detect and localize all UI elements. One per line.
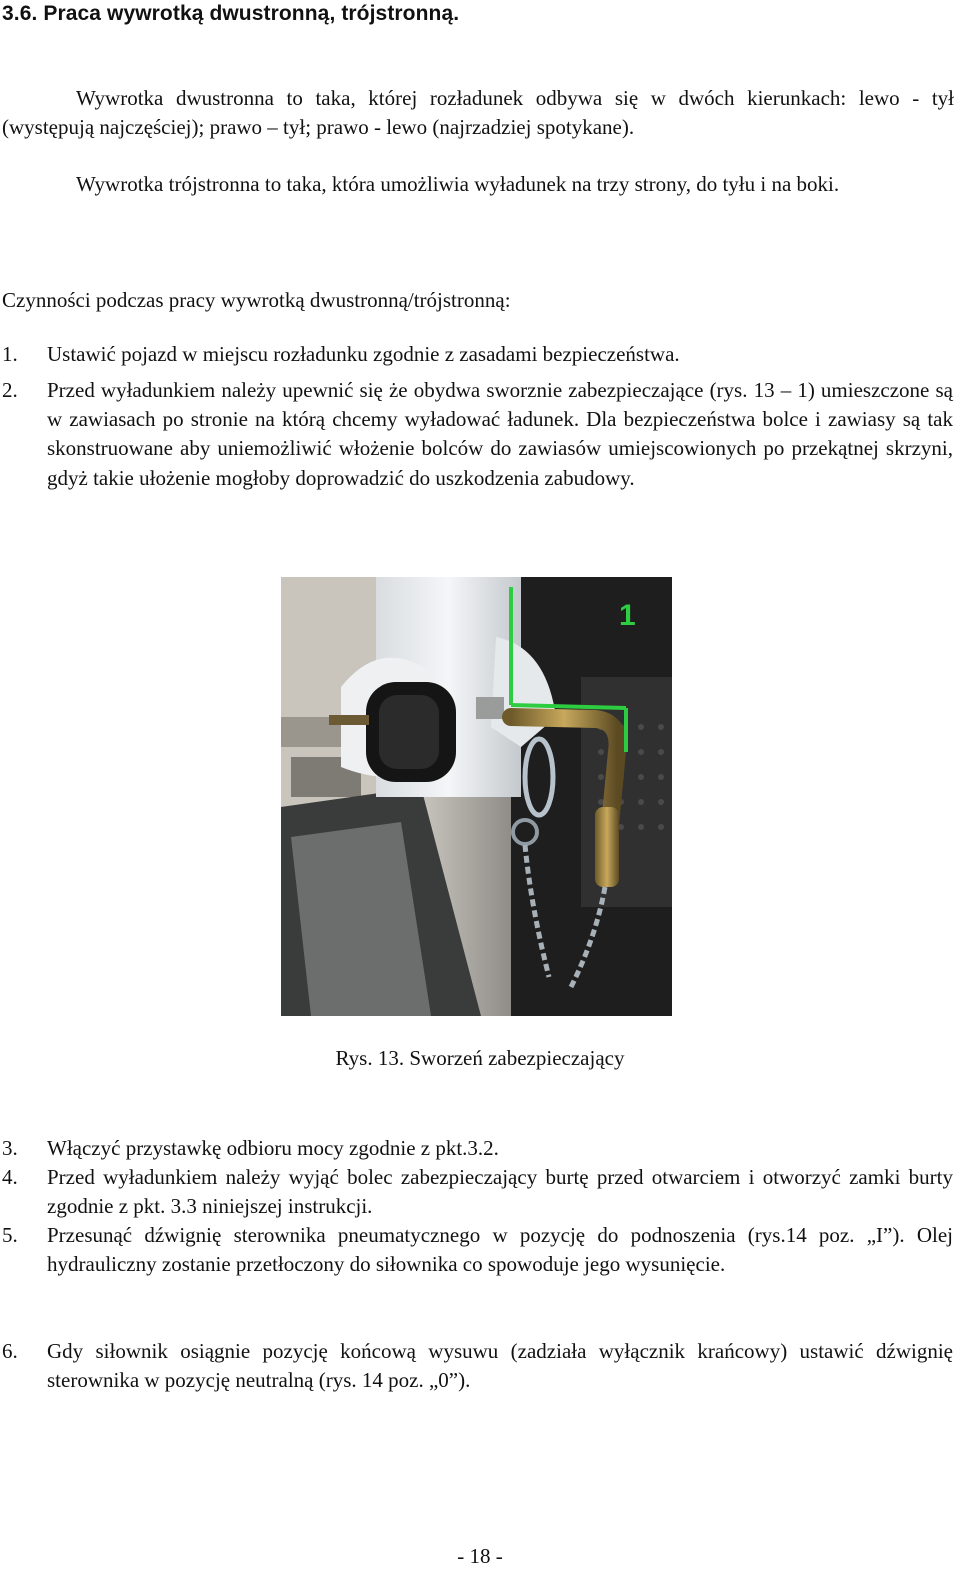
step-text: Gdy siłownik osiągnie pozycję końcową wysuwu (zadziała wyłącznik krańcowy) ustawić dźwignię sterownika w pozycję neutralną (rys. 14 poz. „0”). (47, 1339, 953, 1393)
section-heading: 3.6. Praca wywrotką dwustronną, trójstronną. (2, 2, 460, 25)
intro-paragraph-1: Wywrotka dwustronna to taka, której rozładunek odbywa się w dwóch kierunkach: lewo - tył (występują najczęściej); prawo – tył; prawo - lewo (najrzadziej spotykane). (2, 86, 954, 139)
step-text: Przed wyładunkiem należy wyjąć bolec zabezpieczający burtę przed otwarciem i otworzyć zamki burty zgodnie z pkt. 3.3 niniejszej instrukcji. (47, 1165, 953, 1219)
intro-paragraph-2: Wywrotka trójstronna to taka, która umożliwia wyładunek na trzy strony, do tyłu i na boki. (76, 172, 840, 196)
step-number: 3. (2, 1136, 18, 1160)
steps-heading: Czynności podczas pracy wywrotką dwustronną/trójstronną: (2, 288, 511, 312)
page-number: - 18 - (457, 1544, 503, 1568)
step-number: 5. (2, 1223, 18, 1247)
step-number: 1. (2, 342, 18, 366)
step-number: 4. (2, 1165, 18, 1189)
step-number: 6. (2, 1339, 18, 1363)
figure-photo (281, 577, 672, 1016)
step-text: Ustawić pojazd w miejscu rozładunku zgodnie z zasadami bezpieczeństwa. (47, 342, 680, 366)
step-text: Włączyć przystawkę odbioru mocy zgodnie z pkt.3.2. (47, 1136, 499, 1160)
security-pin-photo (281, 577, 672, 1016)
step-text: Przesunąć dźwignię sterownika pneumatycznego w pozycję do podnoszenia (rys.14 poz. „I”). Olej hydrauliczny zostanie przetłoczony do siłownika co spowoduje jego wysunięcie. (47, 1223, 953, 1277)
step-number: 2. (2, 378, 18, 402)
figure-caption: Rys. 13. Sworzeń zabezpieczający (335, 1046, 625, 1070)
step-text: Przed wyładunkiem należy upewnić się że obydwa sworznie zabezpieczające (rys. 13 – 1) umieszczone są w zawiasach po stronie na którą chcemy wyładować ładunek. Dla bezpieczeństwa bolce i zawiasy są tak skonstruowane aby uniemożliwić włożenie bolców do zawiasów umiejscowionych po przekątnej skrzyni, gdyż takie ułożenie mogłoby doprowadzić do uszkodzenia zabudowy. (47, 378, 953, 490)
figure-marker: 1 (619, 599, 636, 632)
